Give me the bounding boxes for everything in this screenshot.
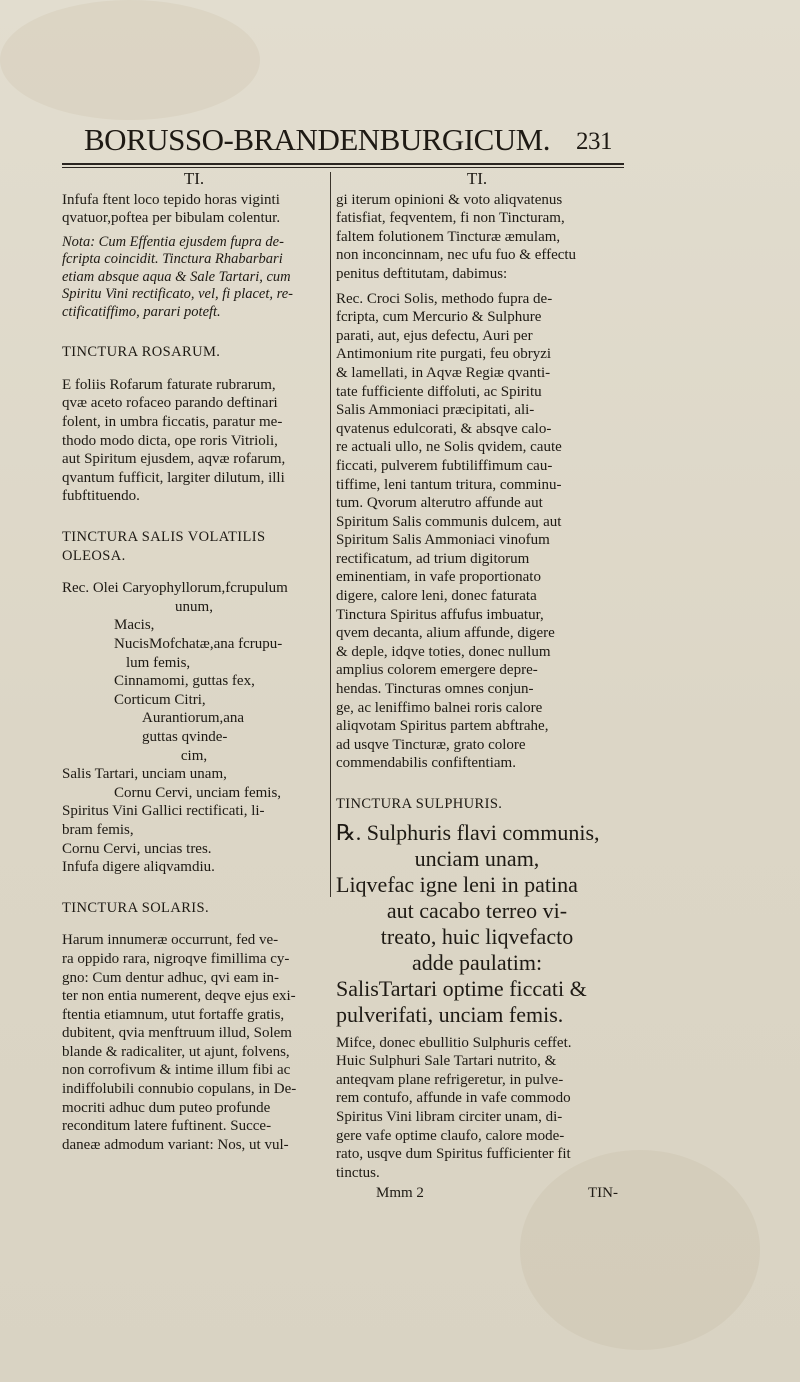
section-title-sulphuris: TINCTURA SULPHURIS. (336, 796, 503, 812)
text-line: penitus deftitutam, dabimus: (336, 265, 508, 282)
column-label: TI. (466, 169, 488, 188)
text-line: qvatenus edulcorati, & absqve calo- (336, 420, 552, 437)
text-line: fubftituendo. (62, 488, 140, 505)
text-line: commendabilis confiftentiam. (336, 755, 516, 772)
text-line: ge, ac leniffimo balnei roris calore (336, 699, 543, 716)
text-line: Nota: Cum Effentia ejusdem fupra de- (62, 233, 284, 250)
text-line: tum. Qvorum alterutro affunde aut (336, 495, 543, 512)
recipe-line: Cinnamomi, guttas fex, (114, 673, 255, 690)
text-line: daneæ admodum variant: Nos, ut vul- (62, 1136, 289, 1153)
text-line: hendas. Tincturas omnes conjun- (336, 681, 534, 698)
text-line: qvem decanta, alium affunde, digere (336, 625, 555, 642)
recipe-line: SalisTartari optime ficcati & (336, 975, 587, 1001)
recipe-line: adde paulatim: (411, 949, 543, 975)
recipe-line: NucisMofchatæ,ana fcrupu- (114, 636, 283, 652)
text-line: re actuali ullo, ne Solis qvidem, caute (336, 439, 562, 456)
text-line: tinctus. (336, 1164, 380, 1181)
text-line: & deple, idqve toties, donec nullum (336, 643, 551, 660)
text-line: Tinctura Spiritus affufus imbuatur, (336, 606, 544, 623)
text-line: qvæ aceto rofaceo parando deftinari (62, 395, 278, 412)
text-line: qvatuor,poftea per bibulam colentur. (62, 210, 281, 227)
text-line: amplius colorem emergere depre- (336, 662, 538, 679)
text-line: mocriti adhuc dum puteo profunde (62, 1099, 271, 1116)
text-line: gno: Cum dentur adhuc, qvi eam in- (62, 969, 280, 986)
text-line: blande & radicaliter, ut ajunt, folvens, (62, 1043, 290, 1060)
text-line: ctificatiffimo, parari poteft. (62, 303, 221, 320)
catchword: TIN- (588, 1185, 618, 1202)
text-line: Spiritus Vini libram circiter unam, di- (336, 1108, 563, 1125)
recipe-line: guttas qvinde- (142, 728, 228, 745)
recipe-line: cim, (180, 747, 208, 764)
text-line: thodo modo dicta, ope roris Vitrioli, (62, 432, 278, 449)
text-line: ter non entia numerent, deqve ejus exi- (62, 988, 296, 1005)
recipe-line: unum, (175, 598, 213, 615)
text-line: eminentiam, in vafe proportionato (336, 569, 541, 586)
recipe-line: Salis Tartari, unciam unam, (62, 766, 227, 783)
text-line: aliqvotam Spiritus partem abftrahe, (336, 718, 549, 735)
text-line: ad usqve Tincturæ, grato colore (336, 736, 526, 753)
text-line: ftentia etiamnum, utut fortaffe gratis, (62, 1006, 285, 1023)
text-line: dubitent, qvia menftruum illud, Solem (62, 1025, 292, 1042)
text-line: aut Spiritum ejusdem, aqvæ rofarum, (62, 451, 286, 468)
text-line: folent, in umbra ficcatis, paratur me- (62, 414, 283, 431)
recipe-line: Cornu Cervi, unciam femis, (114, 784, 282, 801)
solaris-paragraph (62, 931, 326, 1154)
text-line: gere vafe optime claufo, calore mode- (336, 1127, 565, 1144)
text-line: fcripta, cum Mercurio & Sulphure (336, 309, 542, 326)
section-title-salis: TINCTURA SALIS VOLATILIS (62, 529, 266, 546)
text-line: Spiritu Vini rectificato, vel, fi placet, re- (62, 286, 294, 303)
header-rule (62, 163, 624, 165)
recipe-line: Rec. Olei Caryophyllorum,fcrupulum (62, 580, 288, 597)
header-rule-thin (62, 167, 624, 168)
page-number: 231 (576, 128, 612, 155)
section-title-rosarum: TINCTURA ROSARUM. (62, 344, 221, 361)
text-line: non corrofivum & intime illum fibi ac (62, 1062, 291, 1079)
text-line: & lamellati, in Aqvæ Regiæ qvanti- (336, 364, 551, 381)
text-line: rectificatum, ad trium digitorum (336, 550, 530, 567)
recipe-line: Aurantiorum,ana (142, 710, 245, 727)
running-head-title: BORUSSO-BRANDENBURGICUM. (84, 122, 550, 157)
text-line: rato, usqve dum Spiritus fufficienter fit (336, 1146, 571, 1163)
column-divider (330, 172, 331, 897)
section-title-salis-2: OLEOSA. (62, 547, 126, 564)
text-line: anteqvam plane refrigeretur, in pulve- (336, 1071, 564, 1088)
text-line: ficcati, pulverem fubtiliffimum cau- (336, 457, 553, 474)
text-line: Spiritum Salis Ammoniaci vinofum (336, 532, 550, 549)
left-column (62, 170, 326, 1154)
text-line: Antimonium rite purgati, feu obryzi (336, 346, 552, 363)
rosarum-paragraph (62, 376, 326, 506)
sulphur-recipe (336, 820, 618, 1028)
intro-paragraph (336, 191, 618, 284)
text-line: gi iterum opinioni & voto aliqvatenus (336, 191, 563, 208)
paper-stain (0, 0, 260, 120)
text-line: ra oppido rara, nigroqve fimillima cy- (62, 950, 290, 967)
text-line: Salis Ammoniaci præcipitati, ali- (336, 402, 535, 419)
text-line: Harum innumeræ occurrunt, fed ve- (62, 932, 279, 949)
sulphur-paragraph (336, 1034, 618, 1183)
text-line: etiam absque aqua & Sale Tartari, cum (62, 268, 291, 285)
recipe-line: aut cacabo terreo vi- (386, 897, 568, 923)
text-line: Huic Sulphuri Sale Tartari nutrito, & (336, 1053, 557, 1070)
signature-mark: Mmm 2 (376, 1185, 424, 1202)
recipe-line: pulverifati, unciam femis. (336, 1001, 564, 1027)
section-title-solaris: TINCTURA SOLARIS. (62, 899, 209, 916)
rec-paragraph (336, 290, 618, 773)
recipe-line: Liqvefac igne leni in patina (336, 871, 578, 897)
text-line: non inconcinnam, nec ufu fuo & effectu (336, 247, 577, 264)
recipe-line: Cornu Cervi, uncias tres. (62, 840, 212, 857)
text-line: indiffolubili connubio copulans, in De- (62, 1081, 297, 1098)
salis-recipe (62, 579, 326, 877)
text-line: tate fufficiente diffoluti, ac Spiritu (336, 383, 542, 400)
text-line: Infufa ftent loco tepido horas viginti (62, 191, 280, 208)
recipe-line: unciam unam, (414, 845, 540, 871)
intro-paragraph (62, 191, 326, 228)
recipe-line: Spiritus Vini Gallici rectificati, li- (62, 803, 265, 820)
text-line: Rec. Croci Solis, methodo fupra de- (336, 290, 553, 307)
text-line: digere, calore leni, donec faturata (336, 588, 537, 605)
text-line: fcripta coincidit. Tinctura Rhabarbari (62, 251, 283, 268)
text-line: qvantum fufficit, largiter dilutum, illi (62, 469, 285, 486)
page-footer (336, 1184, 618, 1203)
text-line: E foliis Rofarum faturate rubrarum, (62, 376, 276, 393)
text-line: faltem folutionem Tincturæ æmulam, (336, 228, 561, 245)
recipe-line: Infufa digere aliqvamdiu. (62, 859, 215, 876)
nota-paragraph (62, 234, 326, 322)
text-line: parati, aut, ejus defectu, Auri per (336, 327, 533, 344)
recipe-line: Macis, (114, 617, 155, 634)
column-label: TI. (183, 169, 205, 188)
recipe-line: Corticum Citri, (114, 691, 206, 708)
text-line: reconditum latere fuftinent. Succe- (62, 1118, 272, 1135)
recipe-line: ℞. Sulphuris flavi communis, (336, 819, 600, 845)
text-line: rem contufo, affunde in vafe commodo (336, 1090, 571, 1107)
right-column (336, 170, 618, 1203)
recipe-line: treato, huic liqvefacto (380, 923, 574, 949)
text-line: fatisfiat, feqventem, fi non Tincturam, (336, 210, 565, 227)
text-line: Spiritum Salis communis dulcem, aut (336, 513, 562, 530)
text-line: tiffime, leni tantum tritura, comminu- (336, 476, 562, 493)
recipe-line: bram femis, (62, 821, 134, 838)
recipe-line: lum femis, (126, 654, 191, 671)
text-line: Mifce, donec ebullitio Sulphuris ceffet. (336, 1034, 572, 1051)
